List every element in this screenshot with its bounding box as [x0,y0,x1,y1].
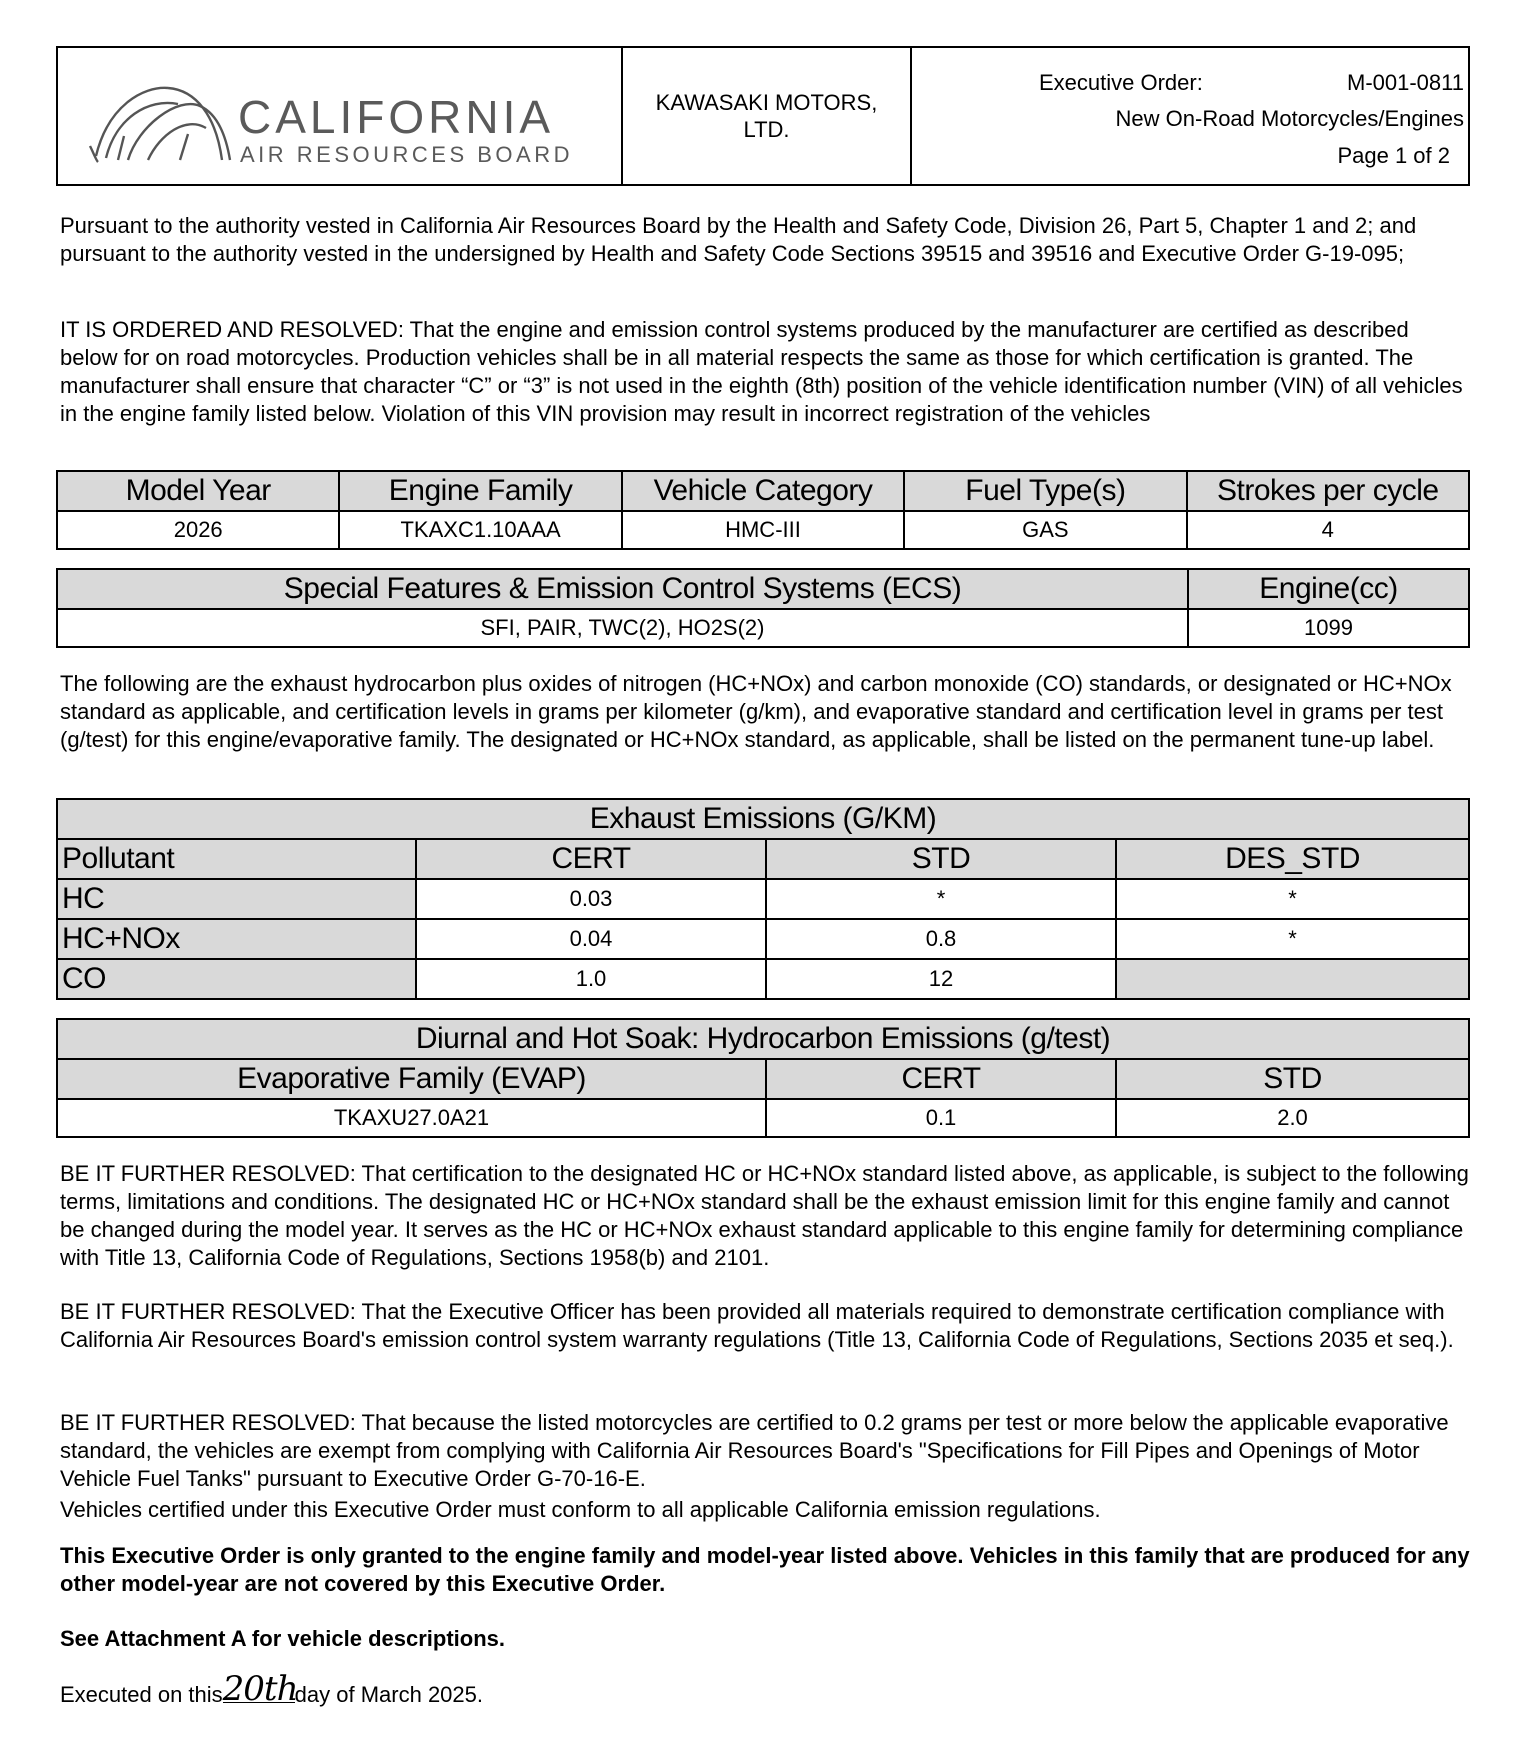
logo-word: CALIFORNIA [238,91,555,143]
header-vehicle-category: Vehicle Category [622,471,904,511]
fuel-type: GAS [904,511,1186,549]
granted-paragraph: This Executive Order is only granted to the engine family and model-year listed above. Vehicles in this family that are produced for any other model-year are not covered by this Executive Order. [60,1543,1470,1596]
evap-cert: 0.1 [766,1099,1116,1137]
std-value: 12 [766,959,1116,999]
pollutant-hc-nox: HC+NOx [57,919,416,959]
header-model-year: Model Year [57,471,339,511]
eo-number: M-001-0811 [1347,70,1464,95]
model-year: 2026 [57,511,339,549]
table-row [57,959,1469,999]
vehicle-category: HMC-III [622,511,904,549]
evap-std: 2.0 [1116,1099,1469,1137]
carb-logo-mark-icon [88,76,238,166]
cert-value: 0.03 [416,879,766,919]
evap-title: Diurnal and Hot Soak: Hydrocarbon Emissions (g/test) [57,1019,1469,1059]
std-value: 0.8 [766,919,1116,959]
pollutant-hc: HC [57,879,416,919]
standards-paragraph: The following are the exhaust hydrocarbon plus oxides of nitrogen (HC+NOx) and carbon monoxide (CO) standards, or designated or HC+NOx standard as applicable, and certification levels in grams per kilometer (g/km), and evaporative standard and certification level in grams per test (g/test) for this engine/evaporative family. The designated or HC+NOx standard, as applicable, shall be listed on the permanent tune-up label. [60,671,1452,752]
header-strokes: Strokes per cycle [1187,471,1469,511]
header-engine-cc: Engine(cc) [1188,569,1469,609]
page-number: Page 1 of 2 [1337,143,1450,168]
header-fuel-type: Fuel Type(s) [904,471,1186,511]
eo-category: New On-Road Motorcycles/Engines [1115,106,1464,131]
des-std-value [1116,959,1469,999]
executed-line [60,1669,1470,1709]
header-cert: CERT [416,839,766,879]
evaporative-emissions-table [56,1018,1470,1138]
manufacturer-name [623,48,912,184]
table-row [57,879,1469,919]
handwritten-day: 20th [222,1669,298,1709]
des-std-value: * [1116,879,1469,919]
strokes-per-cycle: 4 [1187,511,1469,549]
eo-label: Executive Order: [1039,70,1203,95]
std-value: * [766,879,1116,919]
ecs-table [56,568,1470,648]
resolved-paragraph-2: BE IT FURTHER RESOLVED: That the Executive Officer has been provided all materials required to demonstrate certification compliance with California Air Resources Board's emission control system warranty regulations (Title 13, California Code of Regulations, Sections 2035 et seq.). [60,1299,1454,1352]
header-engine-family: Engine Family [339,471,621,511]
cert-value: 0.04 [416,919,766,959]
exhaust-emissions-table [56,798,1470,1000]
ecs-value: SFI, PAIR, TWC(2), HO2S(2) [57,609,1188,647]
header-ecs: Special Features & Emission Control Systems (ECS) [57,569,1188,609]
engine-family-table [56,470,1470,550]
carb-logo [58,48,623,184]
header-pollutant: Pollutant [57,839,416,879]
header-std: STD [766,839,1116,879]
attachment-note: See Attachment A for vehicle descriptions. [60,1626,506,1651]
header-des-std: DES_STD [1116,839,1469,879]
intro-paragraph: Pursuant to the authority vested in California Air Resources Board by the Health and Safety Code, Division 26, Part 5, Chapter 1 and 2; and pursuant to the authority vested in the undersigned by Health and Safety Code Sections 39515 and 39516 and Executive Order G-19-095; [60,213,1417,266]
header-evap-family: Evaporative Family (EVAP) [57,1059,766,1099]
resolved-paragraph-3: BE IT FURTHER RESOLVED: That because the listed motorcycles are certified to 0.2 grams per test or more below the applicable evaporative standard, the vehicles are exempt from complying with California Air Resources Board's "Specifications for Fill Pipes and Openings of Motor Vehicle Fuel Tanks" pursuant to Executive Order G-70-16-E. [60,1410,1449,1491]
ordered-paragraph: IT IS ORDERED AND RESOLVED: That the engine and emission control systems produced by the manufacturer are certified as described below for on road motorcycles. Production vehicles shall be in all material respects the same as those for which certification is granted. The manufacturer shall ensure that character “C” or “3” is not used in the eighth (8th) position of the vehicle identification number (VIN) of all vehicles in the engine family listed below. Violation of this VIN provision may result in incorrect registration of the vehicles [60,317,1463,426]
pollutant-co: CO [57,959,416,999]
engine-cc: 1099 [1188,609,1469,647]
header-evap-std: STD [1116,1059,1469,1099]
manufacturer-line-2: LTD. [743,117,790,142]
exhaust-title: Exhaust Emissions (G/KM) [57,799,1469,839]
evap-family: TKAXU27.0A21 [57,1099,766,1137]
executed-suffix: day of March 2025. [294,1682,484,1707]
header-box [56,46,1470,186]
executed-prefix: Executed on this [60,1682,223,1707]
executive-order-info [912,48,1468,184]
manufacturer-line-1: KAWASAKI MOTORS, [655,90,878,115]
engine-family: TKAXC1.10AAA [339,511,621,549]
logo-subtitle: AIR RESOURCES BOARD [240,142,573,167]
executive-order-page [56,46,1470,1709]
resolved-paragraph-1: BE IT FURTHER RESOLVED: That certification to the designated HC or HC+NOx standard listed above, as applicable, is subject to the following terms, limitations and conditions. The designated HC or HC+NOx standard shall be the exhaust emission limit for this engine family and cannot be changed during the model year. It serves as the HC or HC+NOx exhaust standard applicable to this engine family for determining compliance with Title 13, California Code of Regulations, Sections 1958(b) and 2101. [60,1161,1469,1270]
des-std-value: * [1116,919,1469,959]
conform-paragraph: Vehicles certified under this Executive Order must conform to all applicable California emission regulations. [60,1497,1101,1522]
table-row [57,919,1469,959]
header-evap-cert: CERT [766,1059,1116,1099]
cert-value: 1.0 [416,959,766,999]
